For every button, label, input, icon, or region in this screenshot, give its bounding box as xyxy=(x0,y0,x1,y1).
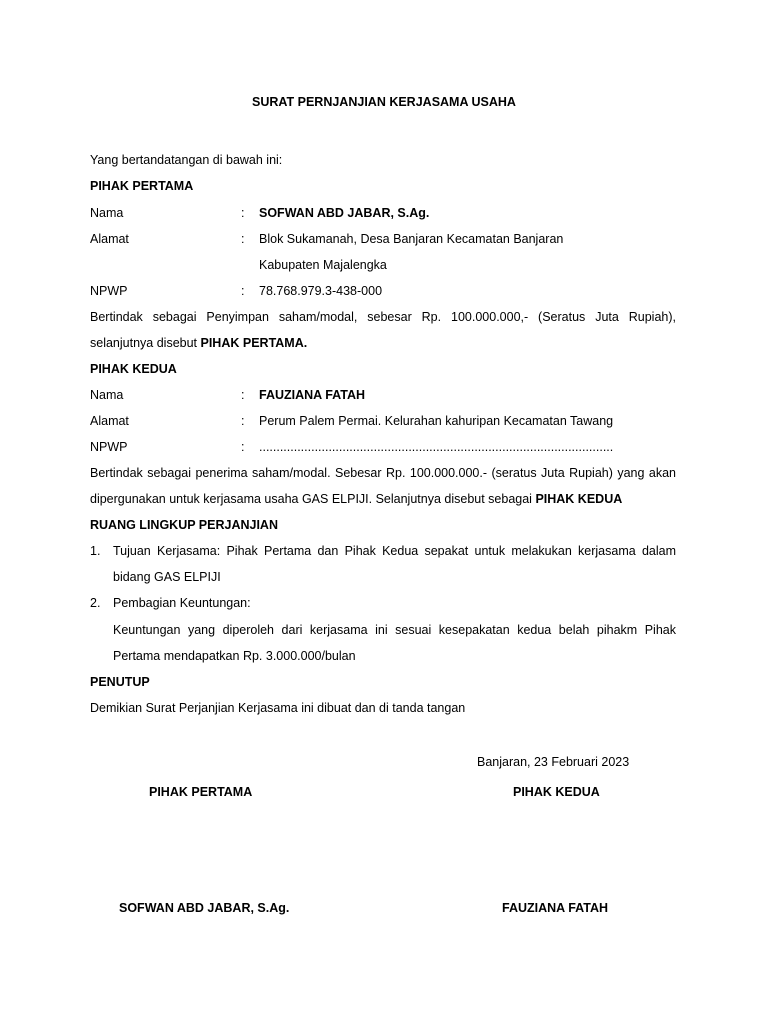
penutup-heading: PENUTUP xyxy=(90,675,150,689)
list-item-text: bidang GAS ELPIJI xyxy=(113,570,221,584)
colon: : xyxy=(241,440,245,454)
pihak-pertama-statement-line2 xyxy=(90,336,307,350)
npwp-label: NPWP xyxy=(90,440,128,454)
pihak-pertama-heading: PIHAK PERTAMA xyxy=(90,179,194,193)
pihak-pertama-alamat-line2: Kabupaten Majalengka xyxy=(259,258,387,272)
list-item-number: 2. xyxy=(90,596,101,610)
alamat-label: Alamat xyxy=(90,414,129,428)
pihak-kedua-statement-line1: Bertindak sebagai penerima saham/modal. Sebesar Rp. 100.000.000.- (seratus Juta Rupiah) yang akan xyxy=(90,466,676,480)
colon: : xyxy=(241,414,245,428)
colon: : xyxy=(241,232,245,246)
intro-text: Yang bertandatangan di bawah ini: xyxy=(90,153,283,167)
list-item-text: Pertama mendapatkan Rp. 3.000.000/bulan xyxy=(113,649,356,663)
document-title: SURAT PERNJANJIAN KERJASAMA USAHA xyxy=(252,95,516,109)
list-item-text: Pembagian Keuntungan: xyxy=(113,596,251,610)
statement-text: selanjutnya disebut xyxy=(90,336,201,350)
place-date: Banjaran, 23 Februari 2023 xyxy=(477,755,630,769)
colon: : xyxy=(241,284,245,298)
nama-label: Nama xyxy=(90,388,124,402)
pihak-pertama-npwp-value: 78.768.979.3-438-000 xyxy=(259,284,383,298)
signature-right-name: FAUZIANA FATAH xyxy=(502,901,609,915)
pihak-kedua-statement-line2 xyxy=(90,492,622,506)
ruang-lingkup-heading: RUANG LINGKUP PERJANJIAN xyxy=(90,518,278,532)
pihak-kedua-alamat-value: Perum Palem Permai. Kelurahan kahuripan Kecamatan Tawang xyxy=(259,414,614,428)
pihak-pertama-alamat-line1: Blok Sukamanah, Desa Banjaran Kecamatan Banjaran xyxy=(259,232,564,246)
nama-label: Nama xyxy=(90,206,124,220)
pihak-kedua-npwp-value: ...................................................................................................... xyxy=(259,440,614,454)
alamat-label: Alamat xyxy=(90,232,129,246)
list-item-text: Tujuan Kerjasama: Pihak Pertama dan Pihak Kedua sepakat untuk melakukan kerjasama dalam xyxy=(113,544,676,558)
signature-right-role: PIHAK KEDUA xyxy=(513,785,600,799)
npwp-label: NPWP xyxy=(90,284,128,298)
signature-left-name: SOFWAN ABD JABAR, S.Ag. xyxy=(119,901,290,915)
signature-left-role: PIHAK PERTAMA xyxy=(149,785,253,799)
pihak-pertama-nama-value: SOFWAN ABD JABAR, S.Ag. xyxy=(259,206,430,220)
colon: : xyxy=(241,388,245,402)
pihak-kedua-heading: PIHAK KEDUA xyxy=(90,362,177,376)
pihak-pertama-statement-line1: Bertindak sebagai Penyimpan saham/modal, sebesar Rp. 100.000.000,- (Seratus Juta Rupiah), xyxy=(90,310,676,324)
list-item-text: Keuntungan yang diperoleh dari kerjasama ini sesuai kesepakatan kedua belah pihakm Pihak xyxy=(113,623,676,637)
pihak-kedua-nama-value: FAUZIANA FATAH xyxy=(259,388,366,402)
statement-party-name: PIHAK KEDUA xyxy=(535,492,623,506)
colon: : xyxy=(241,206,245,220)
list-item-number: 1. xyxy=(90,544,101,558)
statement-party-name: PIHAK PERTAMA. xyxy=(200,336,308,350)
statement-text: dipergunakan untuk kerjasama usaha GAS ELPIJI. Selanjutnya disebut sebagai xyxy=(90,492,536,506)
penutup-text: Demikian Surat Perjanjian Kerjasama ini dibuat dan di tanda tangan xyxy=(90,701,466,715)
